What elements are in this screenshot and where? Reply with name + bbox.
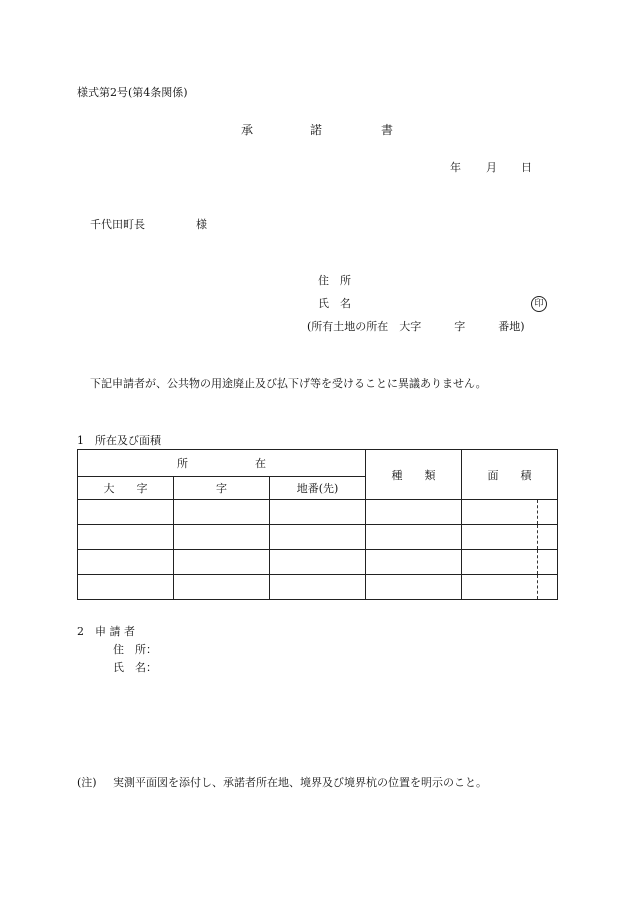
cell-chiban[interactable] — [270, 575, 366, 600]
date-year: 年 — [450, 161, 461, 174]
cell-type[interactable] — [366, 525, 462, 550]
section2-name-label: 氏 名： — [113, 661, 157, 674]
aza-header: 字 — [174, 477, 270, 500]
cell-chiban[interactable] — [270, 525, 366, 550]
decimal-divider — [537, 525, 538, 549]
table-row — [78, 550, 558, 575]
cell-aza[interactable] — [174, 525, 270, 550]
cell-oaza[interactable] — [78, 575, 174, 600]
cell-chiban[interactable] — [270, 500, 366, 525]
cell-type[interactable] — [366, 550, 462, 575]
form-number: 様式第2号(第4条関係) — [77, 86, 188, 99]
cell-oaza[interactable] — [78, 525, 174, 550]
statement: 下記申請者が、公共物の用途廃止及び払下げ等を受けることに異議ありません。 — [90, 377, 487, 390]
land-location: (所有土地の所在 大字 字 番地) — [307, 320, 525, 333]
cell-oaza[interactable] — [78, 550, 174, 575]
location-header-char-2: 在 — [255, 457, 266, 470]
area-header: 面 積 — [462, 450, 558, 500]
title-char-2: 諾 — [310, 123, 323, 137]
applicant-name-label: 氏 名 — [318, 297, 351, 310]
cell-area[interactable] — [462, 525, 558, 550]
table-row — [78, 525, 558, 550]
date-month: 月 — [486, 161, 497, 174]
seal-mark: 印 — [531, 296, 547, 312]
cell-type[interactable] — [366, 575, 462, 600]
section1-heading: 1 所在及び面積 — [77, 434, 161, 447]
chiban-header: 地番(先) — [270, 477, 366, 500]
title-char-3: 書 — [381, 123, 394, 137]
section2-heading: 2 申 請 者 — [77, 625, 135, 638]
location-header-char-1: 所 — [177, 457, 188, 470]
cell-aza[interactable] — [174, 575, 270, 600]
title-char-1: 承 — [241, 123, 254, 137]
decimal-divider — [537, 575, 538, 599]
cell-aza[interactable] — [174, 550, 270, 575]
cell-chiban[interactable] — [270, 550, 366, 575]
cell-type[interactable] — [366, 500, 462, 525]
area-table — [77, 449, 558, 600]
oaza-header: 大 字 — [78, 477, 174, 500]
decimal-divider — [537, 500, 538, 524]
table-row — [78, 575, 558, 600]
cell-oaza[interactable] — [78, 500, 174, 525]
date-day: 日 — [521, 161, 532, 174]
note-label: (注) — [77, 776, 97, 789]
applicant-address-label: 住 所 — [318, 274, 351, 287]
note-text: 実測平面図を添付し、承諾者所在地、境界及び境界杭の位置を明示のこと。 — [113, 776, 487, 789]
cell-aza[interactable] — [174, 500, 270, 525]
cell-area[interactable] — [462, 500, 558, 525]
cell-area[interactable] — [462, 550, 558, 575]
addressee-honorific: 様 — [196, 218, 207, 231]
cell-area[interactable] — [462, 575, 558, 600]
section2-address-label: 住 所： — [113, 643, 157, 656]
decimal-divider — [537, 550, 538, 574]
addressee-name: 千代田町長 — [90, 218, 145, 231]
type-header: 種 類 — [366, 450, 462, 500]
location-header — [78, 450, 366, 477]
table-row — [78, 500, 558, 525]
